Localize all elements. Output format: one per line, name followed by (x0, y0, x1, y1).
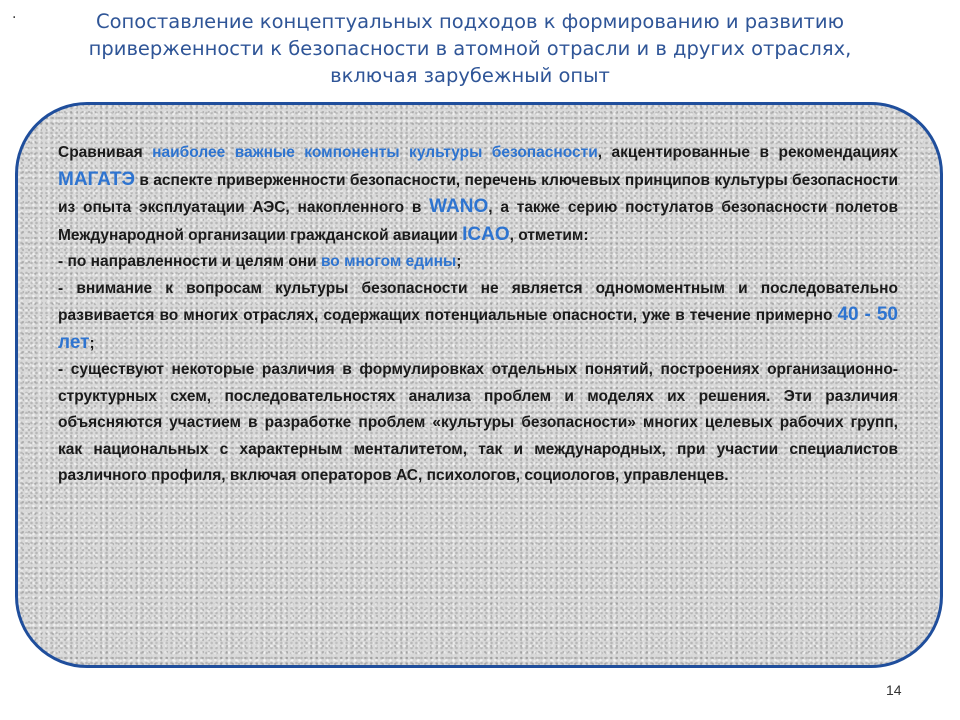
highlight-wano: WANO (429, 196, 489, 217)
slide-title (40, 8, 900, 89)
bullet-2-text-2: ; (89, 334, 95, 352)
highlight-icao: ICAO (462, 223, 510, 245)
intro-text-2: , акцентированные в рекомендациях (597, 144, 899, 161)
intro-text-4: , а также серию постулатов безопасности полетов Международной организации гражданской авиации (58, 199, 898, 244)
title-line-1: Сопоставление концептуальных подходов к формированию и развитию (95, 10, 845, 33)
bullet-3-text-1: существуют некоторые различия в формулировках отдельных понятий, построениях организационно-структурных схем, последовательностях анализа проблем и моделях их решения. Эти различия объясняются участием в разработке проблем «культуры безопасности» многих целевых рабочих групп, как национальных с характерным менталитетом, так и международных, при участии специалистов различного профиля, включая операторов АС, психологов, социологов, управленцев. (58, 361, 898, 484)
highlight-years: 40 - 50 лет (58, 304, 898, 353)
bullet-2 (58, 276, 898, 358)
intro-text-5: , отметим: (509, 226, 589, 244)
title-line-3: включая зарубежный опыт (330, 64, 610, 87)
bullet-1 (58, 249, 898, 276)
highlight-components: наиболее важные компоненты культуры безопасности (152, 144, 598, 161)
slide-dot: · (12, 10, 17, 26)
bullet-3-dash: - (58, 361, 64, 378)
page-number: 14 (886, 682, 902, 698)
content-text (58, 140, 898, 490)
highlight-magate: МАГАТЭ (58, 168, 136, 190)
bullet-3 (58, 357, 898, 490)
title-line-2: приверженности к безопасности в атомной отрасли и в других отраслях, (88, 37, 852, 60)
intro-text-3: в аспекте приверженности безопасности, перечень ключевых принципов культуры безопасности из опыта эксплуатации АЭС, накопленного в (58, 171, 898, 216)
bullet-2-dash: - (58, 279, 64, 297)
bullet-2-text-1: внимание к вопросам культуры безопасности не является одномоментным и последовательно развивается во многих отраслях, содержащих потенциальные опасности, уже в течение примерно (58, 279, 898, 324)
intro-text-1: Сравнивая (58, 144, 153, 161)
bullet-1-dash: - (58, 253, 64, 270)
intro-paragraph (58, 140, 898, 249)
highlight-unity: во многом едины (320, 253, 457, 270)
bullet-1-text-1: по направленности и целям они (63, 253, 321, 270)
bullet-1-text-2: ; (456, 253, 462, 270)
